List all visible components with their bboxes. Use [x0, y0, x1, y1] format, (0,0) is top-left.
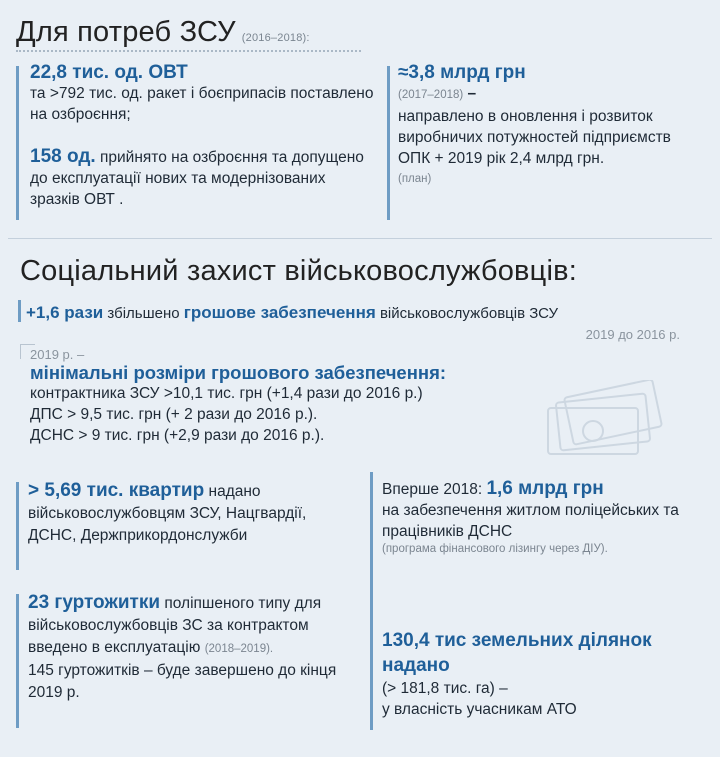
ovt-highlight: 22,8 тис. од. ОВТ: [30, 62, 188, 83]
min-block: [30, 362, 590, 446]
opk-note: (план): [398, 173, 432, 185]
first-label: Вперше 2018:: [382, 481, 483, 498]
samples-text: прийнято на озброєння та допущено до експлуатації нових та модернізованих зразків ОВТ .: [30, 149, 364, 208]
min-year: 2019 р. –: [30, 347, 85, 362]
dorm-block: [28, 592, 358, 704]
min-contract: контрактника ЗСУ >10,1 тис. грн (+1,4 рази до 2016 р.): [30, 385, 423, 402]
right-bar-2: [370, 472, 373, 730]
section-divider: [8, 238, 712, 239]
samples-highlight: 158 од.: [30, 146, 96, 167]
pay-increased: збільшено: [107, 305, 180, 322]
min-title: мінімальні розміри грошового забезпечення:: [30, 362, 447, 383]
left-bar: [16, 66, 19, 220]
first-block: [382, 478, 702, 557]
first-note: (програма фінансового лізингу через ДІУ).: [382, 543, 608, 555]
dorm-highlight: 23 гуртожитки: [28, 592, 161, 613]
ovt-block: [30, 62, 375, 125]
pay-line: [26, 302, 706, 324]
apt-highlight: > 5,69 тис. квартир: [28, 480, 205, 501]
dorm-text2: 145 гуртожитків – буде завершено до кінця 2019 р.: [28, 662, 337, 701]
opk-text: направлено в оновлення і розвиток виробничих потужностей підприємств ОПК + 2019 рік 2,4 млрд грн.: [398, 108, 671, 167]
dorm-bar: [16, 594, 19, 728]
opk-dash: –: [467, 85, 477, 102]
land-text1: (> 181,8 тис. га) –: [382, 680, 508, 697]
dorm-years: (2018–2019).: [204, 643, 274, 655]
samples-block: [30, 146, 375, 210]
apt-bar: [16, 482, 19, 570]
opk-highlight: ≈3,8 млрд грн: [398, 62, 526, 83]
apt-block: [28, 480, 358, 547]
first-highlight: 1,6 млрд грн: [486, 478, 604, 499]
pay-title: грошове забезпечення: [183, 303, 376, 322]
first-text: на забезпечення житлом поліцейських та працівників ДСНС: [382, 502, 679, 540]
min-dsns: ДСНС > 9 тис. грн (+2,9 рази до 2016 р.).: [30, 427, 325, 444]
apt-text: надано військовослужбовцям ЗСУ, Нацгвардії, ДСНС, Держприкордонслужби: [28, 483, 307, 544]
pay-period: 2019 до 2016 р.: [585, 327, 680, 342]
land-text2: у власність учасникам АТО: [382, 701, 577, 718]
pay-bar: [18, 300, 21, 322]
section2-title: Соціальний захист військовослужбовців:: [20, 255, 577, 287]
title-divider: [16, 50, 361, 52]
land-block: [382, 628, 702, 720]
section1-years: (2016–2018):: [241, 32, 310, 44]
opk-years: (2017–2018): [398, 89, 464, 101]
pay-times: +1,6 рази: [26, 303, 104, 322]
min-dps: ДПС > 9,5 тис. грн (+ 2 рази до 2016 р.).: [30, 406, 318, 423]
money-icon: [540, 380, 670, 460]
ovt-text: та >792 тис. од. ракет і боєприпасів поставлено на озброєння;: [30, 85, 374, 123]
land-highlight: 130,4 тис земельних ділянок надано: [382, 630, 652, 676]
opk-block: [398, 62, 698, 190]
section1-title: [16, 16, 310, 49]
section1-title-text: Для потреб ЗСУ: [16, 16, 236, 48]
dorm-text: поліпшеного типу для військовослужбовців ЗС за контрактом введено в експлуатацію: [28, 595, 322, 656]
right-bar: [387, 66, 390, 220]
pay-who: військовослужбовців ЗСУ: [379, 305, 558, 322]
